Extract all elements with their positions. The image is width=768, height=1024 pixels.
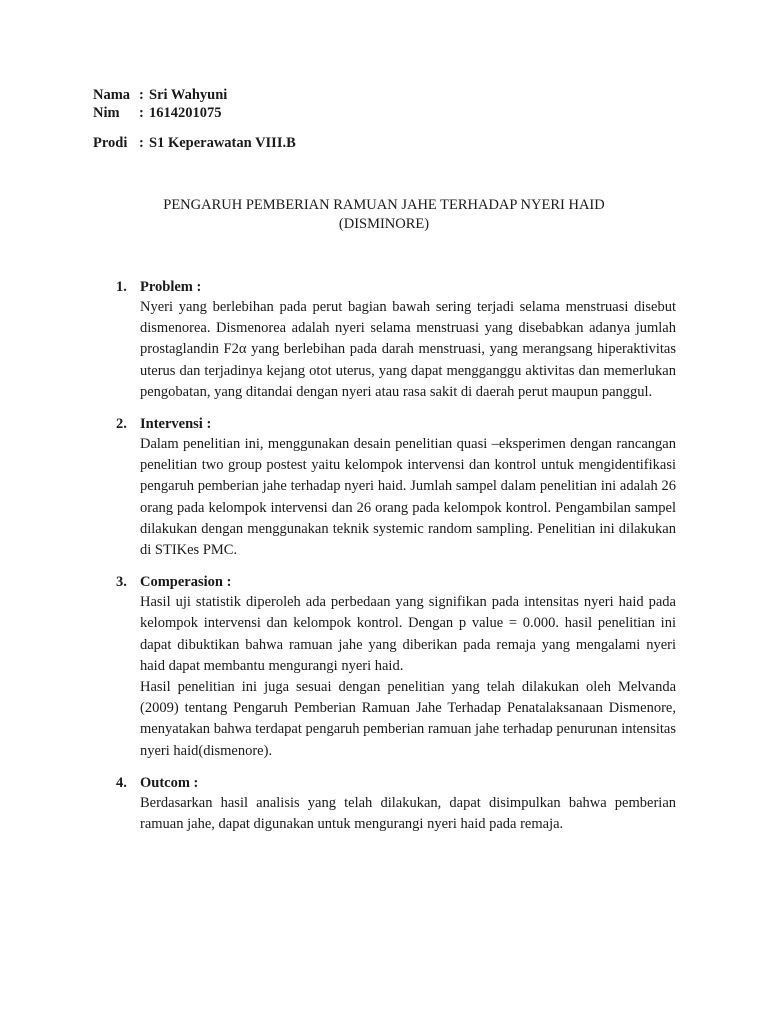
section-number: 1. <box>116 279 127 295</box>
prodi-row <box>93 134 296 152</box>
section-number: 3. <box>116 574 127 591</box>
sections <box>116 277 676 835</box>
section-paragraph: Hasil uji statistik diperoleh ada perbedaan yang signifikan pada intensitas nyeri haid pada kelompok intervensi dan kelompok kontrol. Dengan p value = 0.000. hasil penelitian ini dapat dibuktikan bahwa ramuan jahe yang diberikan pada remaja yang mengalami nyeri haid dapat membantu mengurangi nyeri haid. <box>140 594 676 674</box>
section-paragraph: Nyeri yang berlebihan pada perut bagian bawah sering terjadi selama menstruasi disebut dismenorea. Dismenorea adalah nyeri selama menstruasi yang disebabkan adanya jumlah prostaglandin F2α yang berlebihan pada darah menstruasi, yang merangsang hiperaktivitas uterus dan terjadinya kejang otot uterus, yang dapat mengganggu aktivitas dan memerlukan pengobatan, yang ditandai dengan nyeri atau rasa sakit di daerah perut maupun panggul. <box>140 299 676 400</box>
section-number: 4. <box>116 774 127 791</box>
prodi-label: Prodi <box>93 135 128 151</box>
nim-separator: : <box>139 105 144 121</box>
prodi-value: S1 Keperawatan VIII.B <box>149 135 296 151</box>
nama-label: Nama <box>93 87 131 103</box>
section-paragraph: Berdasarkan hasil analisis yang telah dilakukan, dapat disimpulkan bahwa pemberian ramuan jahe, dapat digunakan untuk mengurangi nyeri haid pada remaja. <box>140 794 676 833</box>
section-1 <box>116 277 676 403</box>
section-paragraph: Dalam penelitian ini, menggunakan desain penelitian quasi –eksperimen dengan rancangan penelitian two group postest yaitu kelompok intervensi dan kontrol untuk mengidentifikasi pengaruh pemberian jahe terhadap nyeri haid. Jumlah sampel dalam penelitian ini adalah 26 orang pada kelompok intervensi dan 26 orang pada kelompok kontrol. Pengambilan sampel dilakukan dengan menggunakan teknik systemic random sampling. Penelitian ini dilakukan di STIKes PMC. <box>140 436 676 559</box>
section-4 <box>116 773 676 835</box>
nim-row <box>93 104 296 122</box>
nama-separator: : <box>139 87 144 103</box>
title-line-2: (DISMINORE) <box>338 216 430 232</box>
section-heading: Intervensi : <box>140 416 212 433</box>
section-2 <box>116 414 676 561</box>
section-heading: Outcom : <box>140 774 199 791</box>
document-title <box>0 196 768 234</box>
section-3 <box>116 572 676 762</box>
section-paragraph: Hasil penelitian ini juga sesuai dengan penelitian yang telah dilakukan oleh Melvanda (2009) tentang Pengaruh Pemberian Ramuan Jahe Terhadap Penatalaksanaan Dismenore, menyatakan bahwa terdapat pengaruh pemberian ramuan jahe terhadap penurunan intensitas nyeri haid(dismenore). <box>140 679 676 759</box>
nim-label: Nim <box>93 105 120 121</box>
section-heading: Comperasion : <box>140 574 232 591</box>
nama-value: Sri Wahyuni <box>149 87 228 103</box>
nama-row <box>93 86 296 104</box>
title-line-1: PENGARUH PEMBERIAN RAMUAN JAHE TERHADAP NYERI HAID <box>163 197 605 213</box>
section-number: 2. <box>116 416 127 433</box>
prodi-separator: : <box>139 135 144 151</box>
section-heading: Problem : <box>140 279 202 295</box>
student-info <box>93 86 296 152</box>
nim-value: 1614201075 <box>149 105 222 121</box>
